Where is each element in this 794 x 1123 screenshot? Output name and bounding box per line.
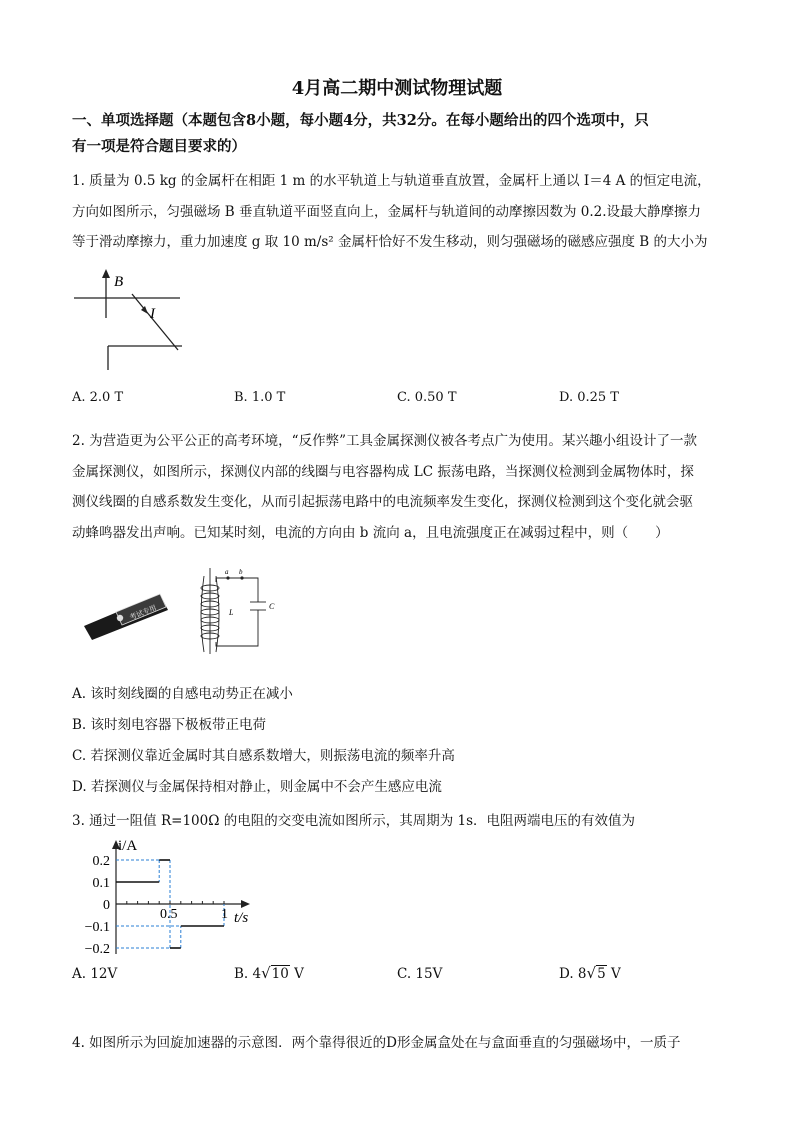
- question-2-stem: [72, 426, 732, 548]
- x-axis-label: t/s: [234, 910, 249, 926]
- q3-option-d[interactable]: [559, 964, 621, 982]
- q2-line2: 金属探测仪，如图所示，探测仪内部的线圈与电容器构成 LC 振荡电路，当探测仪检测到金属物体时，探: [72, 463, 694, 480]
- q1-option-c[interactable]: C. 0.50 T: [397, 390, 457, 405]
- section-heading: [72, 108, 732, 160]
- q3-option-b-radicand: 10: [271, 966, 289, 982]
- q1-rail-figure: [70, 266, 190, 376]
- x-tick-label: 0.5: [160, 907, 178, 922]
- x-tick-label: 1: [221, 907, 228, 922]
- q2-option-b[interactable]: B. 该时刻电容器下极板带正电荷: [72, 717, 267, 733]
- y-tick-label: −0.2: [84, 942, 110, 956]
- y-tick-label: −0.1: [84, 920, 110, 935]
- device-label: 考试专用: [128, 603, 158, 622]
- label-L: L: [229, 608, 234, 617]
- metal-detector-device: [82, 580, 182, 640]
- sqrt-sign: √: [261, 964, 271, 982]
- q3-option-d-prefix: D. 8: [559, 966, 587, 982]
- y-tick-label: 0.2: [92, 854, 110, 869]
- page-title: 4月高二期中测试物理试题: [291, 78, 503, 99]
- q2-line1: 2. 为营造更为公平公正的高考环境，“反作弊”工具金属探测仪被各考点广为使用。某兴趣小组设计了一款: [72, 433, 697, 449]
- q2-line4: 动蜂鸣器发出声响。已知某时刻，电流的方向由 b 流向 a，且电流强度正在减弱过程中，则（ ）: [72, 524, 669, 541]
- q2-line3: 测仪线圈的自感系数发生变化，从而引起振荡电路中的电流频率发生变化，探测仪检测到这个变化就会驱: [72, 494, 693, 510]
- y-tick-label: 0.1: [92, 876, 110, 891]
- q2-option-d[interactable]: D. 若探测仪与金属保持相对静止，则金属中不会产生感应电流: [72, 779, 442, 795]
- q1-option-a[interactable]: A. 2.0 T: [72, 390, 124, 405]
- label-B: B: [114, 274, 124, 290]
- lc-circuit-figure: [196, 566, 286, 656]
- section-heading-line2: 有一项是符合题目要求的）: [72, 138, 246, 155]
- sqrt-sign: √: [586, 964, 597, 982]
- section-heading-line1: 一、单项选择题（本题包含8小题，每小题4分，共32分。在每小题给出的四个选项中，只: [72, 112, 649, 129]
- y-tick-label: 0: [103, 898, 110, 913]
- q3-option-d-unit: V: [610, 966, 621, 982]
- q2-option-a[interactable]: A. 该时刻线圈的自感电动势正在减小: [72, 686, 293, 702]
- label-I: I: [150, 306, 155, 322]
- q3-option-b-unit: V: [294, 966, 304, 982]
- label-b: b: [239, 568, 243, 576]
- wire-top: [216, 578, 258, 602]
- q1-line1: 1. 质量为 0.5 kg 的金属杆在相距 1 m 的水平轨道上与轨道垂直放置，金属杆上通以 I＝4 A 的恒定电流，: [72, 173, 711, 189]
- q3-option-d-radicand: 5: [597, 966, 606, 982]
- q4-line1: 4. 如图所示为回旋加速器的示意图．两个靠得很近的D形金属盒处在与盒面垂直的匀强磁场中，一质子: [72, 1035, 681, 1051]
- q1-option-b[interactable]: B. 1.0 T: [234, 390, 286, 405]
- question-4-stem: [72, 1028, 732, 1059]
- node-b: [240, 576, 243, 579]
- y-axis-label: i/A: [118, 838, 138, 854]
- q1-option-d[interactable]: D. 0.25 T: [559, 390, 619, 405]
- q3-line1: 3. 通过一阻值 R=100Ω 的电阻的交变电流如图所示，其周期为 1s．电阻两端电压的有效值为: [72, 813, 635, 829]
- q1-line3: 等于滑动摩擦力，重力加速度 g 取 10 m/s² 金属杆恰好不发生移动，则匀强磁场的磁感应强度 B 的大小为: [72, 234, 708, 250]
- q2-option-c[interactable]: C. 若探测仪靠近金属时其自感系数增大，则振荡电流的频率升高: [72, 748, 455, 764]
- q3-option-b[interactable]: [234, 964, 304, 982]
- current-time-chart: [72, 836, 292, 956]
- label-C: C: [269, 602, 275, 611]
- q3-option-a[interactable]: A. 12V: [72, 966, 118, 982]
- q3-option-b-prefix: B. 4: [234, 966, 262, 982]
- b-arrow-head: [102, 269, 110, 278]
- question-1-stem: [72, 166, 732, 258]
- wire-bottom: [216, 610, 258, 646]
- label-a: a: [225, 568, 229, 576]
- device-button: [117, 615, 123, 621]
- q3-option-c[interactable]: C. 15V: [397, 966, 443, 982]
- node-a: [226, 576, 229, 579]
- q1-line2: 方向如图所示，匀强磁场 B 垂直轨道平面竖直向上，金属杆与轨道间的动摩擦因数为 0.2.设最大静摩擦力: [72, 203, 702, 220]
- question-3-stem: [72, 806, 732, 837]
- metal-rod: [132, 294, 178, 350]
- x-axis-arrow: [241, 900, 250, 908]
